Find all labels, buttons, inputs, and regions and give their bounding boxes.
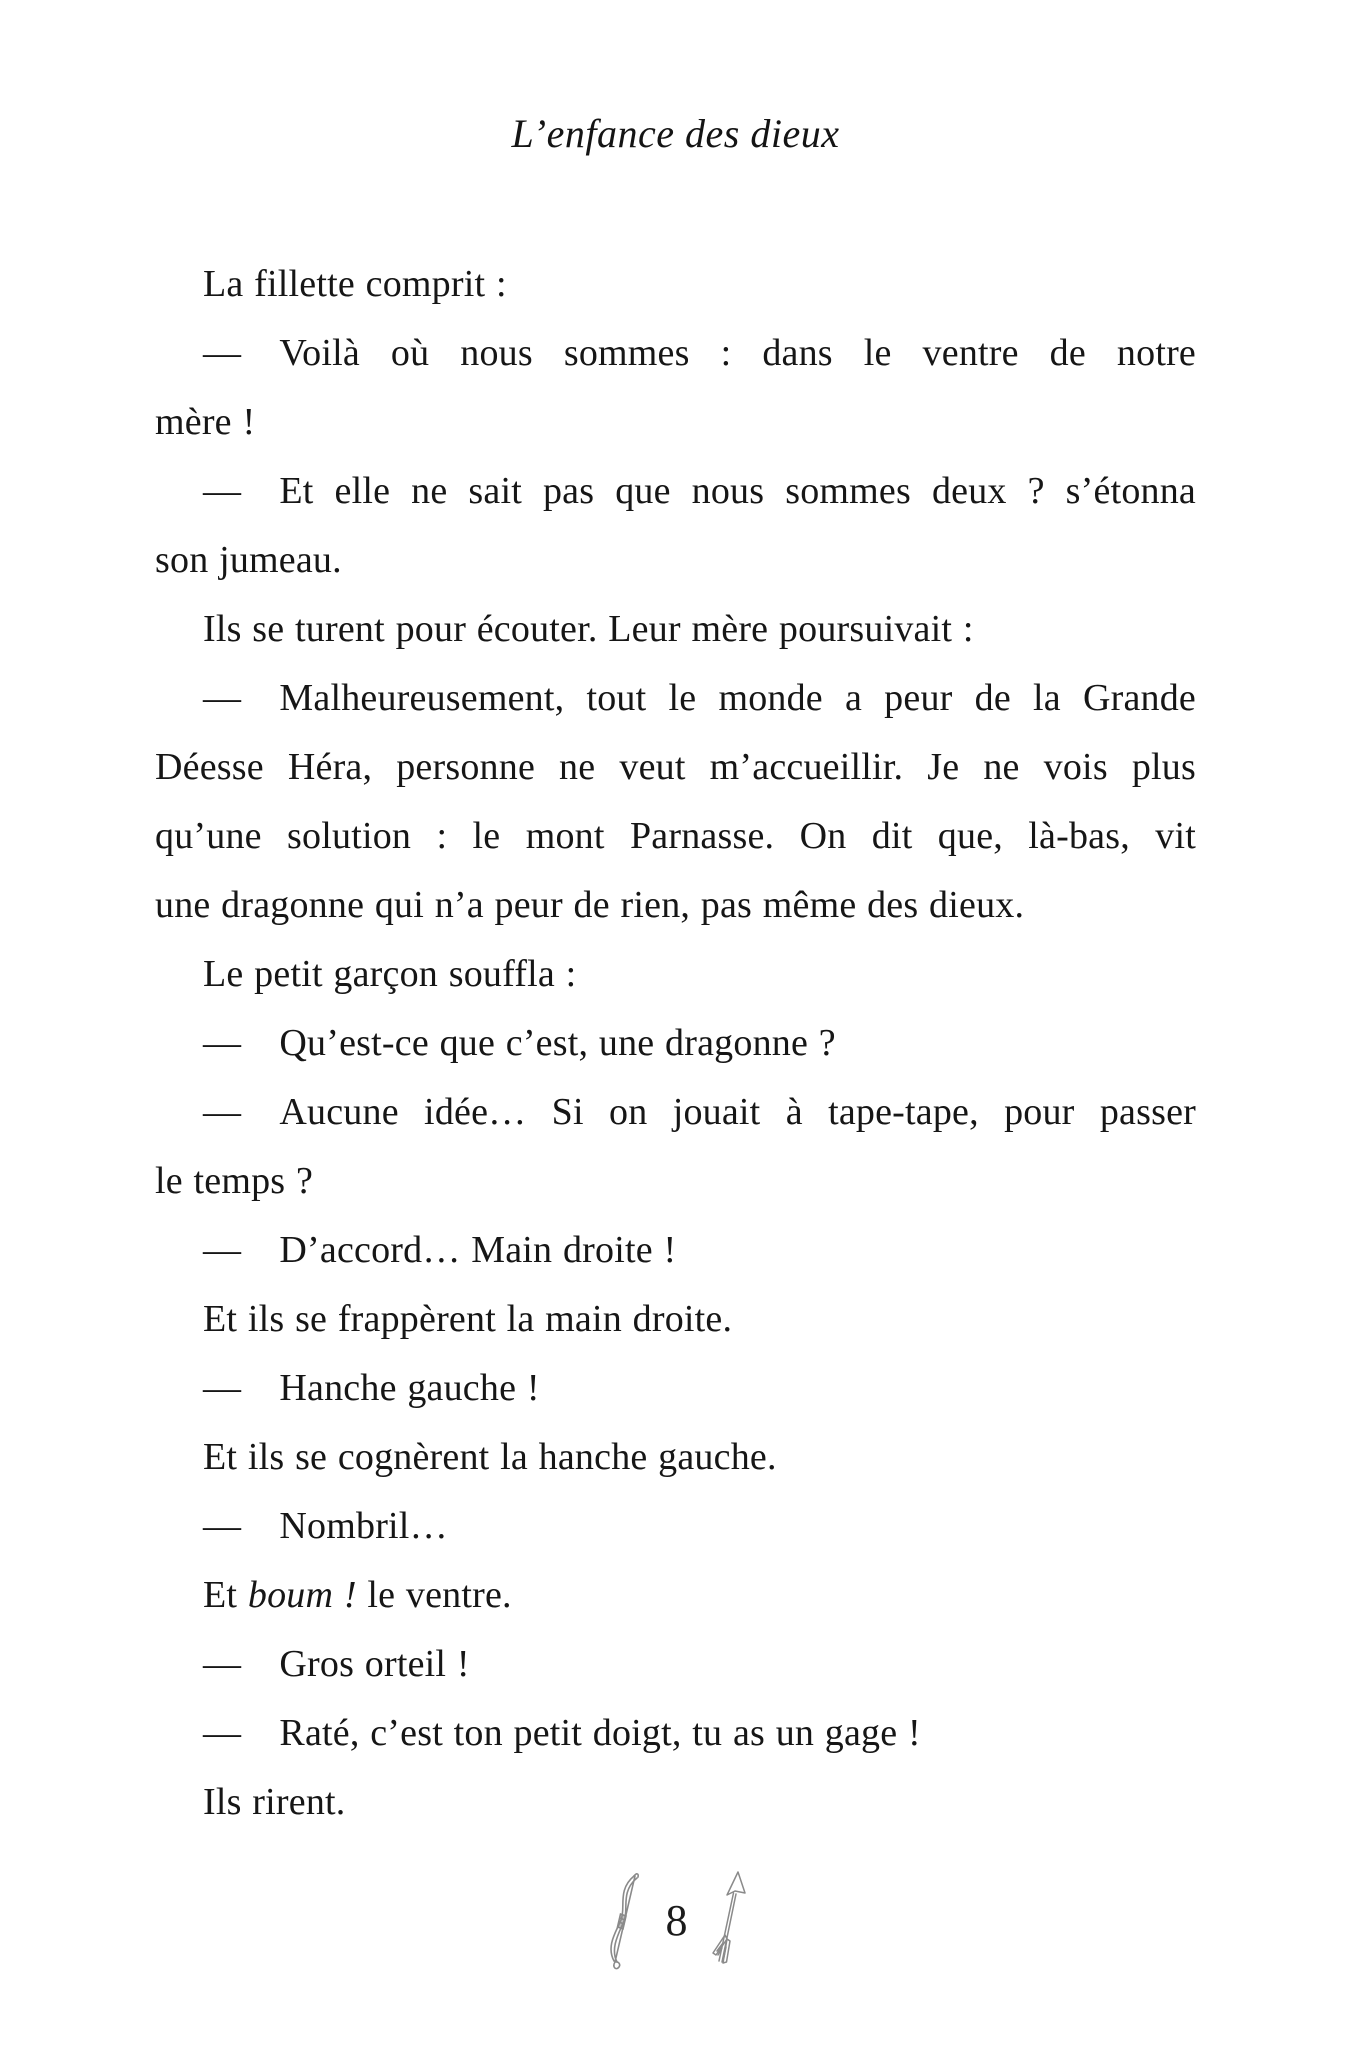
page-footer (0, 1868, 1351, 1974)
text-segment: Le petit garçon souffla : (203, 953, 577, 995)
page-number: 8 (665, 1896, 688, 1945)
text-segment: — Et elle ne sait pas que nous sommes deux ? s’étonna (203, 470, 1196, 512)
text-line (155, 595, 1196, 664)
text-line (155, 940, 1196, 1009)
text-segment: — Voilà où nous sommes : dans le ventre de notre (203, 332, 1196, 374)
text-segment: — Hanche gauche ! (203, 1367, 540, 1409)
text-segment: — Aucune idée… Si on jouait à tape-tape, pour passer (203, 1091, 1196, 1133)
text-segment: — D’accord… Main droite ! (203, 1229, 677, 1271)
text-line (155, 1561, 1196, 1630)
text-segment: — Malheureusement, tout le monde a peur de la Grande (203, 677, 1196, 719)
text-line (155, 1699, 1196, 1768)
text-line (155, 1768, 1196, 1837)
text-line (155, 1078, 1196, 1147)
text-segment: mère ! (155, 401, 256, 443)
text-line (155, 1492, 1196, 1561)
text-line (155, 1423, 1196, 1492)
text-segment: une dragonne qui n’a peur de rien, pas même des dieux. (155, 884, 1025, 926)
page-text (155, 250, 1196, 1837)
text-line (155, 1354, 1196, 1423)
text-segment: — Raté, c’est ton petit doigt, tu as un gage ! (203, 1712, 921, 1754)
text-segment: Ils rirent. (203, 1781, 346, 1823)
text-line (155, 1216, 1196, 1285)
text-line (155, 319, 1196, 388)
text-segment: — Qu’est-ce que c’est, une dragonne ? (203, 1022, 836, 1064)
text-line (155, 802, 1196, 871)
text-segment: le temps ? (155, 1160, 314, 1202)
text-line (155, 733, 1196, 802)
text-segment: le ventre. (356, 1574, 512, 1616)
text-segment: La fillette comprit : (203, 263, 507, 305)
text-segment: — Gros orteil ! (203, 1643, 470, 1685)
text-segment: qu’une solution : le mont Parnasse. On dit que, là-bas, vit (155, 815, 1196, 857)
text-segment: son jumeau. (155, 539, 342, 581)
chapter-title: L’enfance des dieux (511, 111, 840, 156)
text-line (155, 1285, 1196, 1354)
text-segment: Et (203, 1574, 248, 1616)
text-line (155, 457, 1196, 526)
text-segment: Et ils se cognèrent la hanche gauche. (203, 1436, 777, 1478)
text-line (155, 1009, 1196, 1078)
text-line (155, 1630, 1196, 1699)
bow-icon (601, 1868, 647, 1974)
text-segment: — Nombril… (203, 1505, 448, 1547)
text-segment: Et ils se frappèrent la main droite. (203, 1298, 733, 1340)
italic-text: boum ! (247, 1574, 357, 1616)
arrow-icon (707, 1869, 751, 1973)
text-segment: Déesse Héra, personne ne veut m’accueillir. Je ne vois plus (155, 746, 1196, 788)
text-line (155, 664, 1196, 733)
text-line (155, 250, 1196, 319)
text-segment: Ils se turent pour écouter. Leur mère poursuivait : (203, 608, 974, 650)
